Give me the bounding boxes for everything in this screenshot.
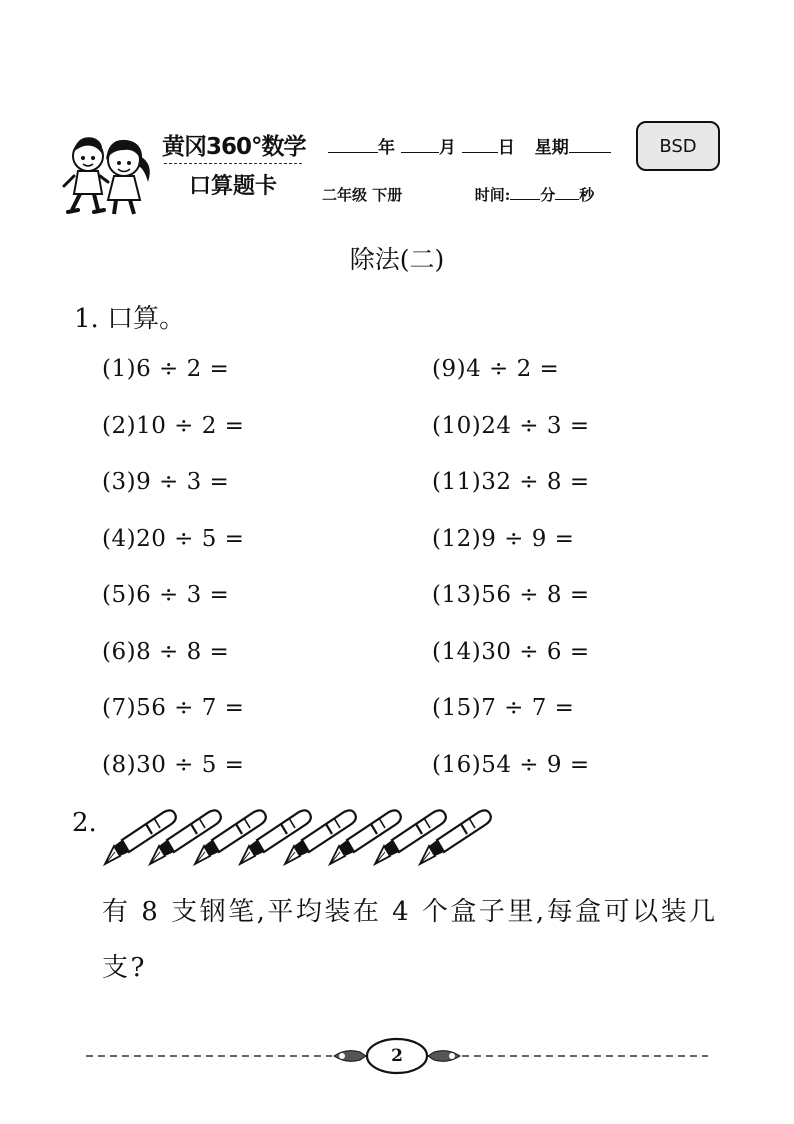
minute-label: 分	[540, 186, 556, 204]
fountain-pens-illustration	[102, 806, 494, 866]
brand-divider	[164, 163, 302, 164]
year-blank[interactable]	[328, 134, 378, 153]
equation-4: (4)20 ÷ 5 =	[102, 526, 245, 552]
minute-blank[interactable]	[510, 185, 540, 200]
month-label: 月	[438, 138, 456, 158]
day-blank[interactable]	[462, 134, 498, 153]
equation-3: (3)9 ÷ 3 =	[102, 469, 230, 495]
equation-5: (5)6 ÷ 3 =	[102, 582, 230, 608]
equation-16: (16)54 ÷ 9 =	[432, 752, 590, 778]
month-blank[interactable]	[401, 134, 439, 153]
volume-label: 下册	[372, 186, 403, 204]
edition-badge: BSD	[636, 121, 720, 171]
page-number: 2	[391, 1046, 403, 1066]
equation-1: (1)6 ÷ 2 =	[102, 356, 230, 382]
equation-11: (11)32 ÷ 8 =	[432, 469, 590, 495]
second-label: 秒	[579, 186, 595, 204]
question-1-heading: 1. 口算。	[74, 304, 186, 334]
time-label: 时间:	[474, 186, 511, 204]
year-label: 年	[378, 138, 395, 158]
cartoon-children-icon	[58, 126, 158, 218]
meta-line	[322, 184, 594, 205]
equation-7: (7)56 ÷ 7 =	[102, 695, 245, 721]
section-title: 除法(二)	[349, 245, 445, 274]
question-2-text: 有 8 支钢笔,平均装在 4 个盒子里,每盒可以装几支?	[102, 897, 718, 983]
equation-14: (14)30 ÷ 6 =	[432, 639, 590, 665]
equation-9: (9)4 ÷ 2 =	[432, 356, 560, 382]
weekday-blank[interactable]	[569, 134, 611, 153]
brand-subtitle: 口算题卡	[189, 174, 278, 199]
grade-label: 二年级	[322, 186, 368, 204]
question-2-number: 2.	[72, 808, 97, 838]
equation-10: (10)24 ÷ 3 =	[432, 413, 590, 439]
equation-6: (6)8 ÷ 8 =	[102, 639, 230, 665]
equation-2: (2)10 ÷ 2 =	[102, 413, 245, 439]
equation-13: (13)56 ÷ 8 =	[432, 582, 590, 608]
equation-12: (12)9 ÷ 9 =	[432, 526, 575, 552]
day-label: 日	[497, 138, 515, 158]
second-blank[interactable]	[555, 185, 579, 200]
date-line	[328, 133, 611, 158]
equation-8: (8)30 ÷ 5 =	[102, 752, 245, 778]
equation-15: (15)7 ÷ 7 =	[432, 695, 575, 721]
weekday-label: 星期	[534, 138, 569, 158]
brand-title: 黄冈360°数学	[162, 134, 306, 160]
